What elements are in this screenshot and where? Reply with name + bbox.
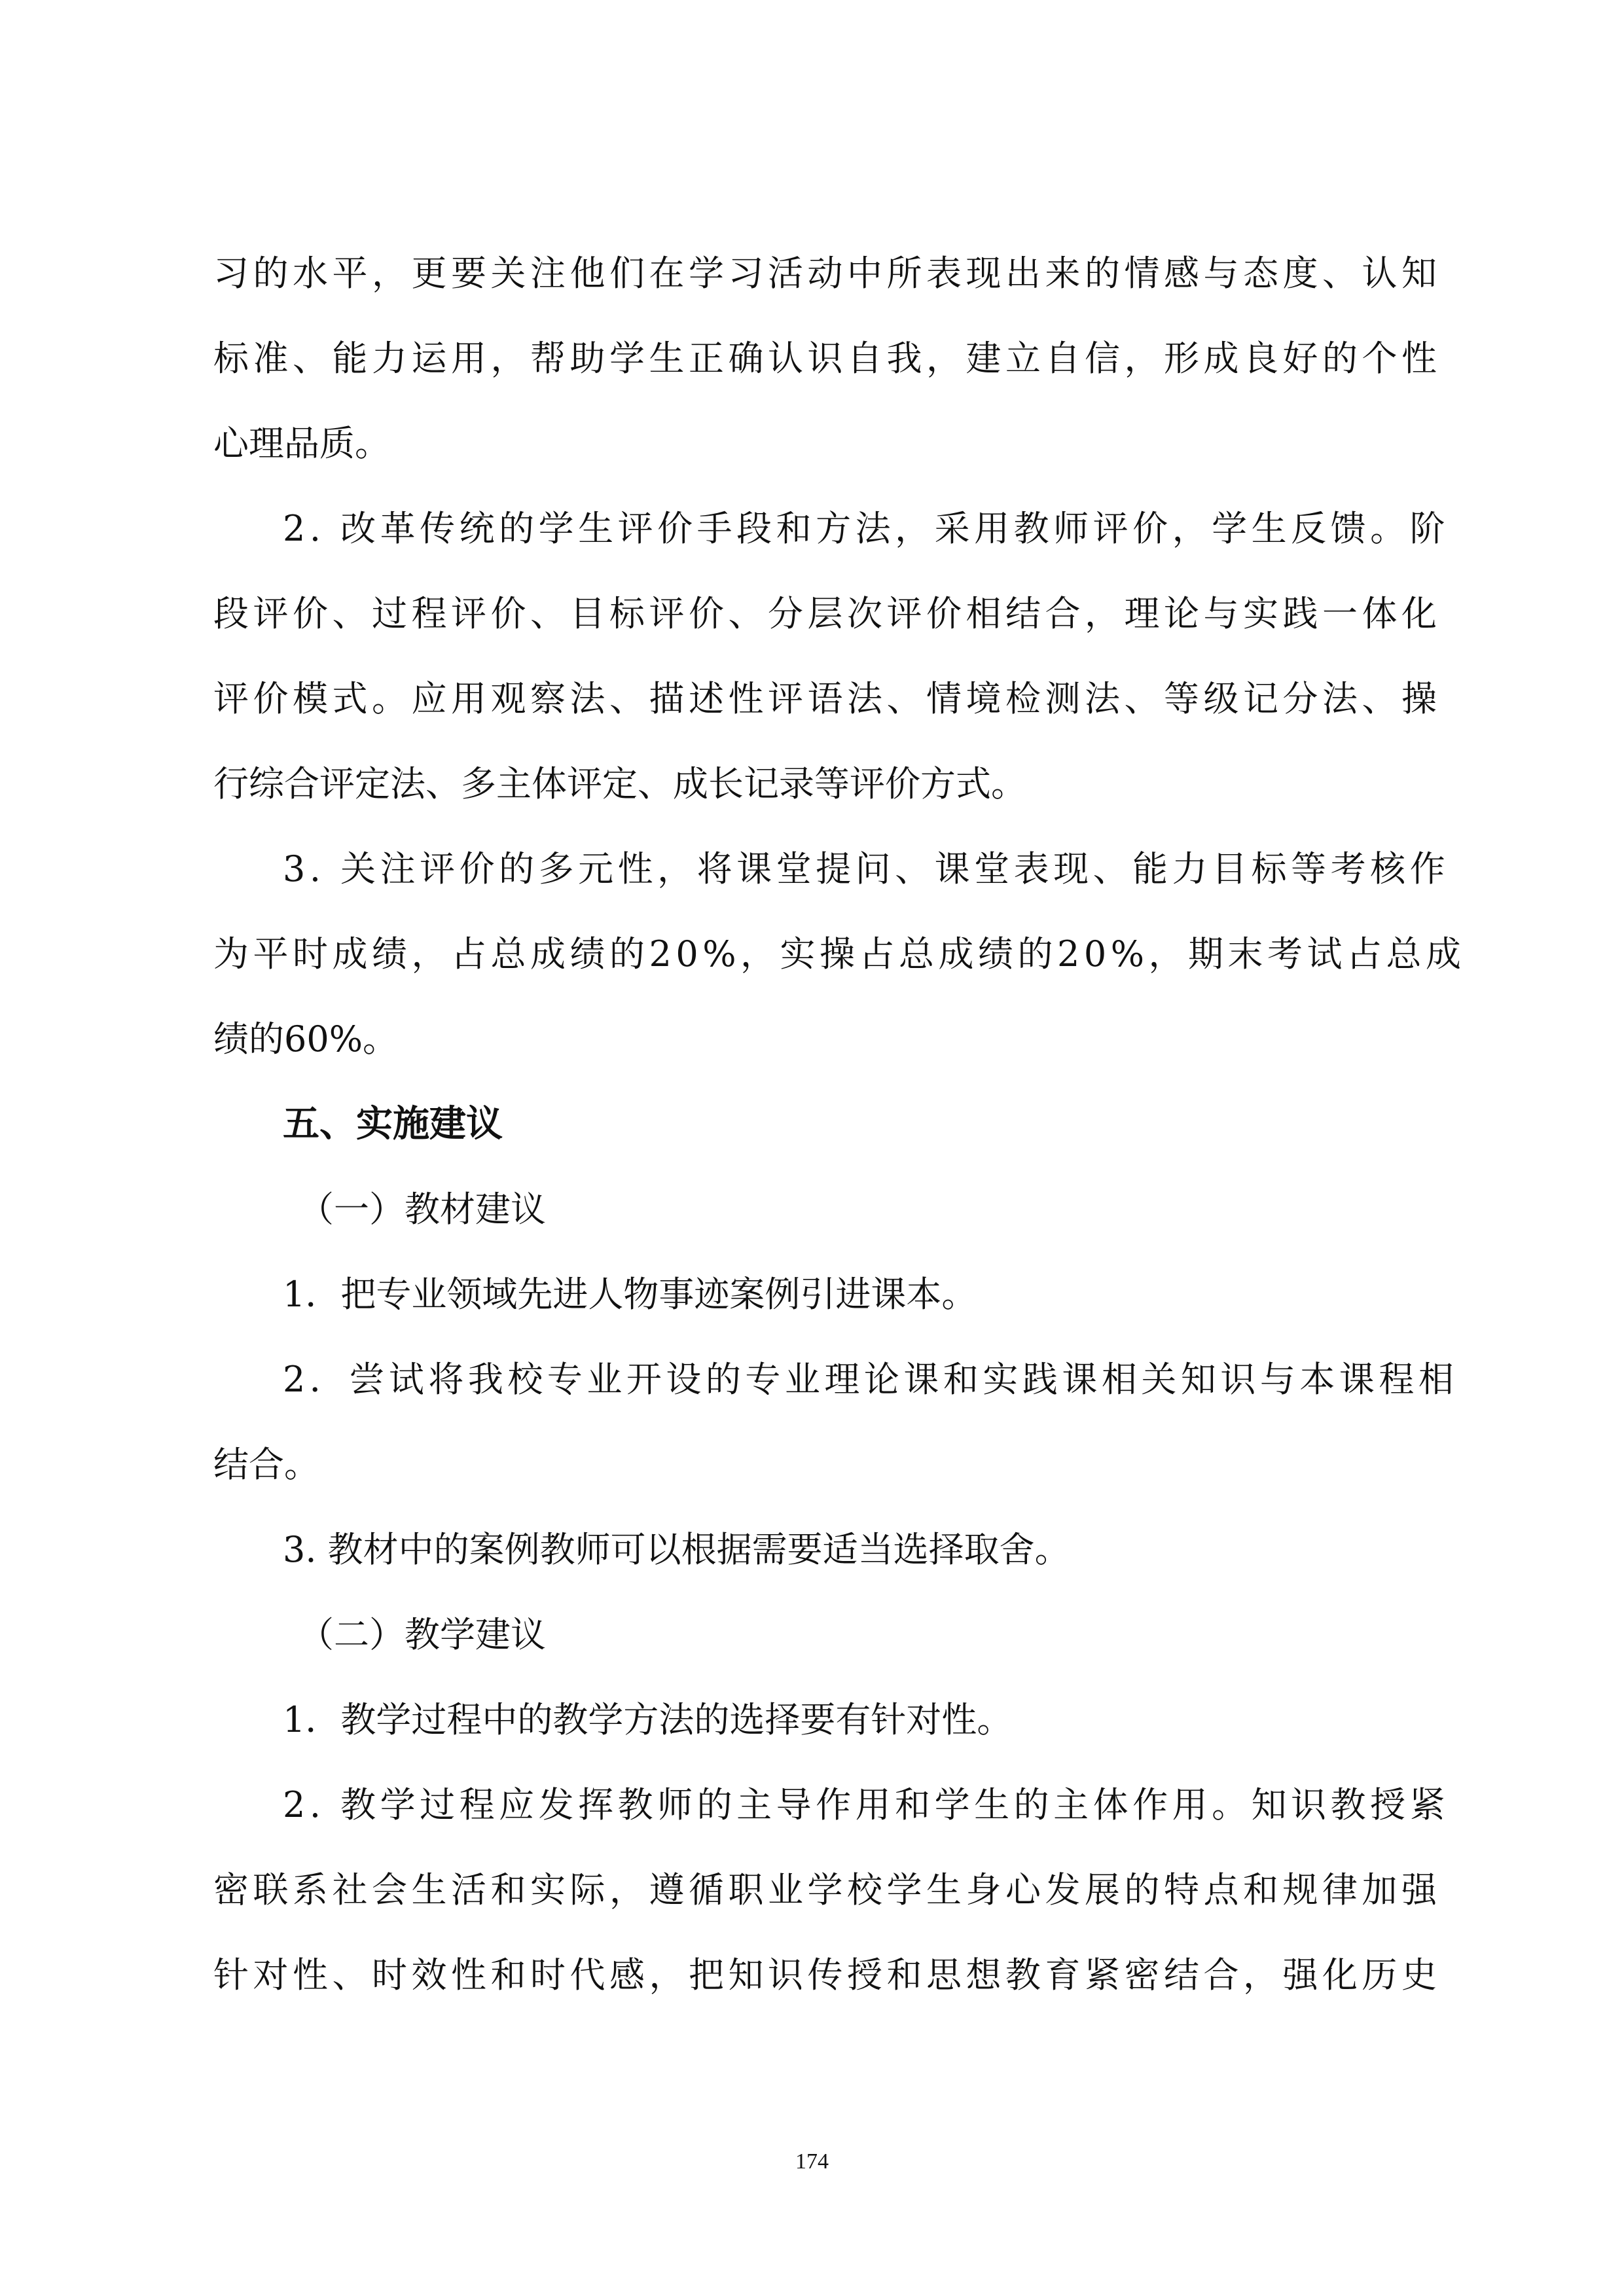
- paragraph-line: 为平时成绩，占总成绩的20%，实操占总成绩的20%，期末考试占总成: [213, 933, 1466, 975]
- subsection-heading: （二）教学建议: [298, 1614, 546, 1655]
- paragraph-line: 习的水平，更要关注他们在学习活动中所表现出来的情感与态度、认知: [213, 253, 1441, 294]
- list-item: 1．把专业领域先进人物事迹案例引进课本。: [283, 1274, 977, 1315]
- subsection-heading: （一）教材建议: [298, 1189, 546, 1230]
- list-item: 3. 教材中的案例教师可以根据需要适当选择取舍。: [283, 1529, 1070, 1570]
- paragraph-line: 针对性、时效性和时代感，把知识传授和思想教育紧密结合，强化历史: [213, 1954, 1441, 1996]
- paragraph-line: 标准、能力运用，帮助学生正确认识自我，建立自信，形成良好的个性: [213, 338, 1441, 379]
- section-heading: 五、实施建议: [283, 1103, 503, 1145]
- page-number: 174: [795, 2149, 829, 2174]
- paragraph-line: 2. 改革传统的学生评价手段和方法，采用教师评价，学生反馈。阶: [283, 508, 1450, 549]
- list-item: 2. 教学过程应发挥教师的主导作用和学生的主体作用。知识教授紧: [283, 1784, 1450, 1825]
- paragraph-line: 密联系社会生活和实际，遵循职业学校学生身心发展的特点和规律加强: [213, 1869, 1441, 1910]
- list-item: 2．尝试将我校专业开设的专业理论课和实践课相关知识与本课程相: [283, 1359, 1458, 1400]
- paragraph-line: 行综合评定法、多主体评定、成长记录等评价方式。: [213, 763, 1026, 804]
- paragraph-line: 绩的60%。: [213, 1018, 399, 1060]
- paragraph-line: 心理品质。: [213, 423, 390, 464]
- paragraph-line: 3. 关注评价的多元性，将课堂提问、课堂表现、能力目标等考核作: [283, 848, 1450, 889]
- paragraph-line: 段评价、过程评价、目标评价、分层次评价相结合，理论与实践一体化: [213, 593, 1441, 634]
- list-item: 1．教学过程中的教学方法的选择要有针对性。: [283, 1699, 1013, 1740]
- paragraph-line: 评价模式。应用观察法、描述性评语法、情境检测法、等级记分法、操: [213, 678, 1441, 719]
- paragraph-line: 结合。: [213, 1444, 319, 1485]
